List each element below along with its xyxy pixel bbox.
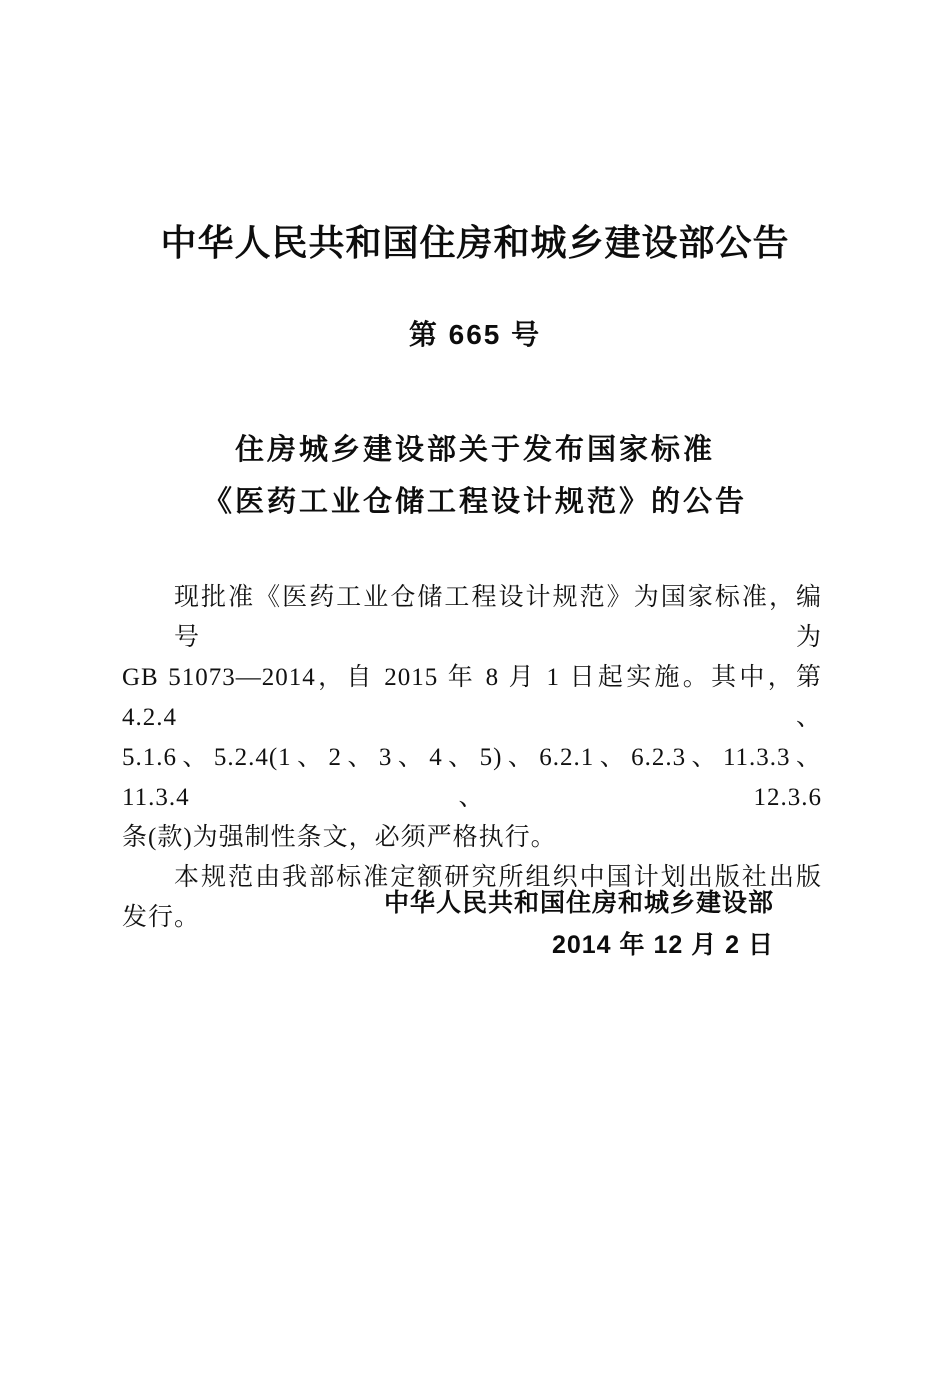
issue-date: 2014 年 12 月 2 日 <box>551 931 774 959</box>
body-paragraph2-line1: 本规范由我部标准定额研究所组织中国计划出版社出版 <box>174 864 822 891</box>
subtitle-line-2: 《医药工业仓储工程设计规范》的公告 <box>202 486 747 518</box>
body-paragraph1-line4: 条(款)为强制性条文，必须严格执行。 <box>122 824 557 851</box>
announcement-subtitle <box>0 424 950 528</box>
body-paragraph2-line2: 发行。 <box>122 904 201 931</box>
issuer-name: 中华人民共和国住房和城乡建设部 <box>383 889 774 917</box>
doc-number: 第 665 号 <box>408 319 542 350</box>
body-paragraph1-line1: 现批准《医药工业仓储工程设计规范》为国家标准，编号为 <box>174 584 822 651</box>
subtitle-line-1: 住房城乡建设部关于发布国家标准 <box>234 434 715 466</box>
page-title: 中华人民共和国住房和城乡建设部公告 <box>160 222 790 263</box>
body-paragraph1-line3: 5.1.6、5.2.4(1、2、3、4、5)、6.2.1、6.2.3、11.3.3、11.3.4、12.3.6 <box>122 744 822 811</box>
signature-block <box>384 882 774 966</box>
body-paragraph1-line2: GB 51073—2014，自 2015 年 8 月 1 日起实施。其中，第 4.2.4、 <box>122 664 822 731</box>
